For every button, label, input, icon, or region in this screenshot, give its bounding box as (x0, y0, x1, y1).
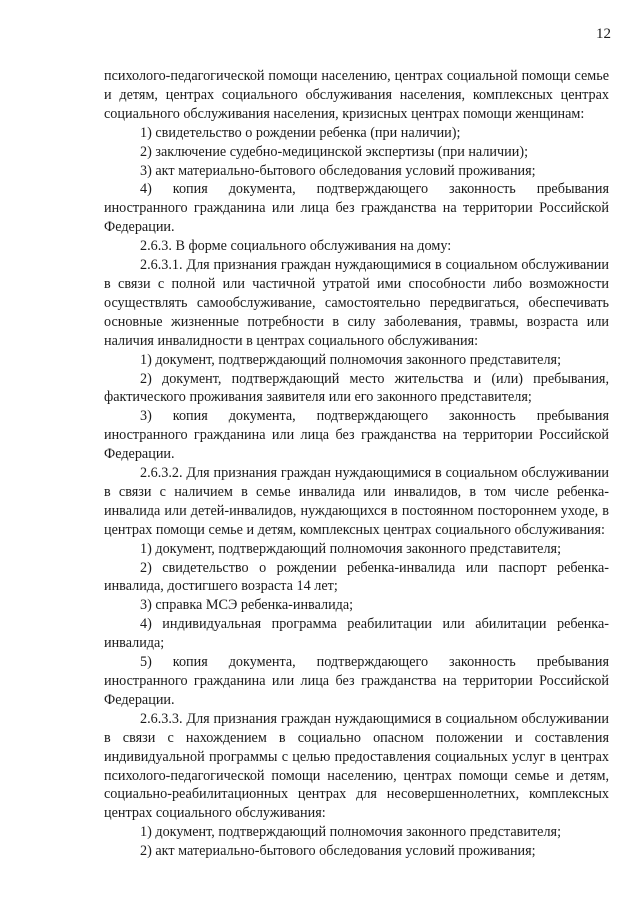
list-item: 2) документ, подтверждающий место жительства и (или) пребывания, фактического проживания заявителя или его законного представителя; (104, 370, 609, 406)
paragraph: 2.6.3.1. Для признания граждан нуждающимися в социальном обслуживании в связи с полной или частичной утратой ими способности либо возможности осуществлять самообслуживание, самостоятельно передвигаться, обеспечивать основные жизненные потребности в силу заболевания, травмы, возраста или наличия инвалидности в центрах социального обслуживания: (104, 257, 609, 349)
list-item: 2) акт материально-бытового обследования условий проживания; (140, 843, 536, 860)
paragraph: 2.6.3.3. Для признания граждан нуждающимися в социальном обслуживании в связи с нахождением в социально опасном положении и составления индивидуальной программы с целью предоставления социальных услуг в центрах психолого-педагогической помощи населению, центрах помощи семье и детям, социально-реабилитационных центрах для несовершеннолетних, комплексных центрах социального обслуживания: (104, 710, 609, 822)
list-item: 2) свидетельство о рождении ребенка-инвалида или паспорт ребенка-инвалида, достигшего возраста 14 лет; (104, 559, 609, 595)
section-heading: 2.6.3. В форме социального обслуживания на дому: (140, 238, 452, 255)
paragraph: психолого-педагогической помощи населению, центрах социальной помощи семье и детям, центрах социального обслуживания населения, комплексных центрах социального обслуживания населения, кризисных центрах помощи женщинам: (104, 68, 609, 122)
list-item: 1) документ, подтверждающий полномочия законного представителя; (140, 351, 562, 368)
list-item: 1) свидетельство о рождении ребенка (при наличии); (140, 124, 461, 141)
list-item: 3) справка МСЭ ребенка-инвалида; (140, 597, 354, 614)
list-item: 1) документ, подтверждающий полномочия законного представителя; (140, 540, 562, 557)
page-number: 12 (596, 26, 611, 42)
list-item: 2) заключение судебно-медицинской экспертизы (при наличии); (140, 143, 529, 160)
list-item: 3) копия документа, подтверждающего законность пребывания иностранного гражданина или лица без гражданства на территории Российской Федерации. (104, 408, 609, 463)
list-item: 4) индивидуальная программа реабилитации или абилитации ребенка-инвалида; (104, 616, 609, 652)
list-item: 5) копия документа, подтверждающего законность пребывания иностранного гражданина или лица без гражданства на территории Российской Федерации. (104, 654, 609, 708)
list-item: 4) копия документа, подтверждающего законность пребывания иностранного гражданина или лица без гражданства на территории Российской Федерации. (104, 181, 609, 236)
document-body (104, 67, 609, 861)
list-item: 3) акт материально-бытового обследования условий проживания; (140, 162, 536, 179)
paragraph: 2.6.3.2. Для признания граждан нуждающимися в социальном обслуживании в связи с наличием в семье инвалида или инвалидов, в том числе ребенка-инвалида или детей-инвалидов, нуждающихся в постоянном постороннем уходе, в центрах помощи семье и детям, комплексных центрах социального обслуживания: (104, 465, 609, 538)
list-item: 1) документ, подтверждающий полномочия законного представителя; (140, 824, 562, 841)
